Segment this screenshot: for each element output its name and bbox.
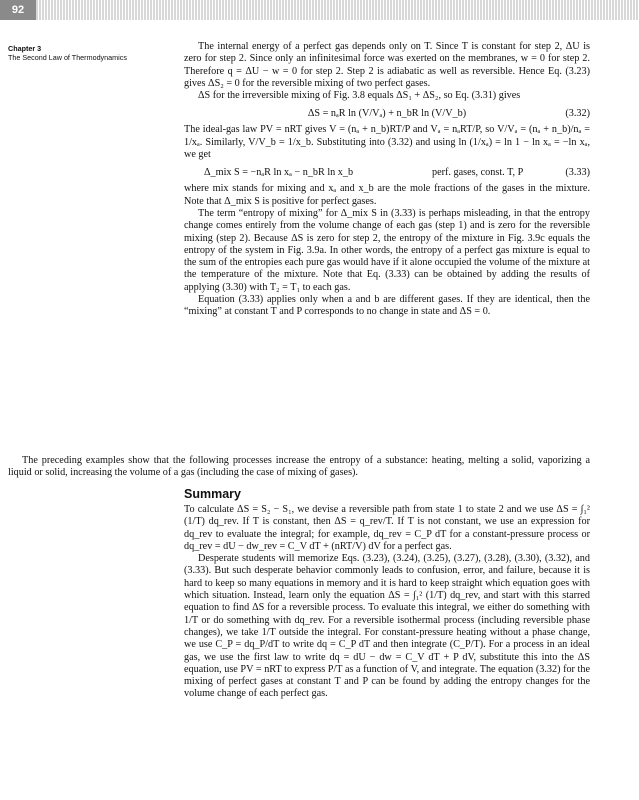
paragraph: The ideal-gas law PV = nRT gives V = (nₐ + n_b)RT/P and Vₐ = nₐRT/P, so V/Vₐ = (nₐ + n_b)/nₐ = 1/xₐ. Similarly, V/V_b = 1/x_b. Substituting into (3.32) and using ln (1/xₐ) = ln 1 − ln xₐ = −ln xₐ, we get <box>184 124 590 161</box>
equation-3-33 <box>184 165 590 180</box>
chapter-label: Chapter 3 <box>8 44 42 53</box>
chapter-title: The Second Law of Thermodynamics <box>8 53 127 62</box>
paragraph: The term “entropy of mixing” for Δ_mix S in (3.33) is perhaps misleading, in that the entropy change comes entirely from the volume change of each gas (step 1) and is zero for the reversible mixing (step 2). Because ΔS is zero for step 2, the entropy of the mixture in Fig. 3.9c equals the entropy of the system in Fig. 3.9a. In other words, the entropy of a perfect gas mixture is equal to the sum of the entropies each pure gas would have if it alone occupied the volume of the mixture at the temperature of the mixture. Note that Eq. (3.33) can be obtained by adding the results of applying (3.30) with T₂ = T₁ to each gas. <box>184 207 590 293</box>
paragraph: The preceding examples show that the following processes increase the entropy of a substance: heating, melting a solid, vaporizing a liquid or solid, increasing the volume of a gas (including the case of mixing of gases). <box>8 455 590 479</box>
paragraph: The internal energy of a perfect gas depends only on T. Since T is constant for step 2, ΔU is zero for step 2. Since only an infinitesimal force was exerted on the membranes, w = 0 for step 2. Therefore q = ΔU − w = 0 for step 2. Step 2 is adiabatic as well as reversible. Hence Eq. (3.23) gives ΔS₂ = 0 for the reversible mixing of two perfect gases. <box>184 41 590 89</box>
full-width-paragraph <box>8 455 590 480</box>
paragraph: Desperate students will memorize Eqs. (3.23), (3.24), (3.25), (3.27), (3.28), (3.30), (3.32), and (3.33). But such desperate behavior commonly leads to confusion, error, and failure, because it is hard to keep so many equations in memory and it is hard to keep straight which equation goes with which situation. Instead, learn only the equation ΔS = ∫₁² (1/T) dq_rev, and start with this starred equation to find ΔS for a reversible process. To evaluate this integral, we either do something with 1/T or do something with dq_rev. For a reversible isothermal process (including reversible phase changes), we take 1/T outside the integral. For constant-pressure heating without a phase change, we use C_P = dq_P/dT to write dq = C_P dT and then integrate (C_P/T). For a process in an ideal gas, we use the first law to write dq = dU − dw = C_V dT + P dV, substitute this into the ΔS equation, use PV = nRT to express P/T as a function of V, and integrate. The equation (3.32) for the mixing of perfect gases at constant T and P can be found by adding the entropy changes for the volume change of each perfect gas. <box>184 553 590 700</box>
paragraph: where mix stands for mixing and xₐ and x_b are the mole fractions of the gases in the mixture. Note that Δ_mix S is positive for perfect gases. <box>184 183 590 207</box>
equation-condition: perf. gases, const. T, P <box>432 167 524 179</box>
equation-number: (3.32) <box>565 108 590 120</box>
running-head <box>8 44 183 62</box>
main-text-column <box>184 41 590 319</box>
summary-heading: Summary <box>184 487 241 501</box>
equation-3-32 <box>184 106 590 121</box>
paragraph: Equation (3.33) applies only when a and b are different gases. If they are identical, then the “mixing” at constant T and P corresponds to no change in state and ΔS = 0. <box>184 294 590 318</box>
page-number: 92 <box>0 0 36 20</box>
summary-section <box>184 487 590 701</box>
equation-expression: Δ_mix S = −nₐR ln xₐ − n_bR ln x_b <box>204 167 354 179</box>
equation-expression: ΔS = nₐR ln (V/Vₐ) + n_bR ln (V/V_b) <box>307 108 467 120</box>
equation-number: (3.33) <box>565 167 590 179</box>
page-header-bar <box>0 0 639 20</box>
paragraph: ΔS for the irreversible mixing of Fig. 3.8 equals ΔS₁ + ΔS₂, so Eq. (3.31) gives <box>198 90 521 102</box>
paragraph: To calculate ΔS = S₂ − S₁, we devise a reversible path from state 1 to state 2 and we use ΔS = ∫₁² (1/T) dq_rev. If T is constant, then ΔS = q_rev/T. If T is not constant, we use an expression for dq_rev to evaluate the integral; for example, dq_rev = C_P dT for a constant-pressure process or dq_rev = dU − dw_rev = C_V dT + (nRT/V) dV for a perfect gas. <box>184 504 590 552</box>
